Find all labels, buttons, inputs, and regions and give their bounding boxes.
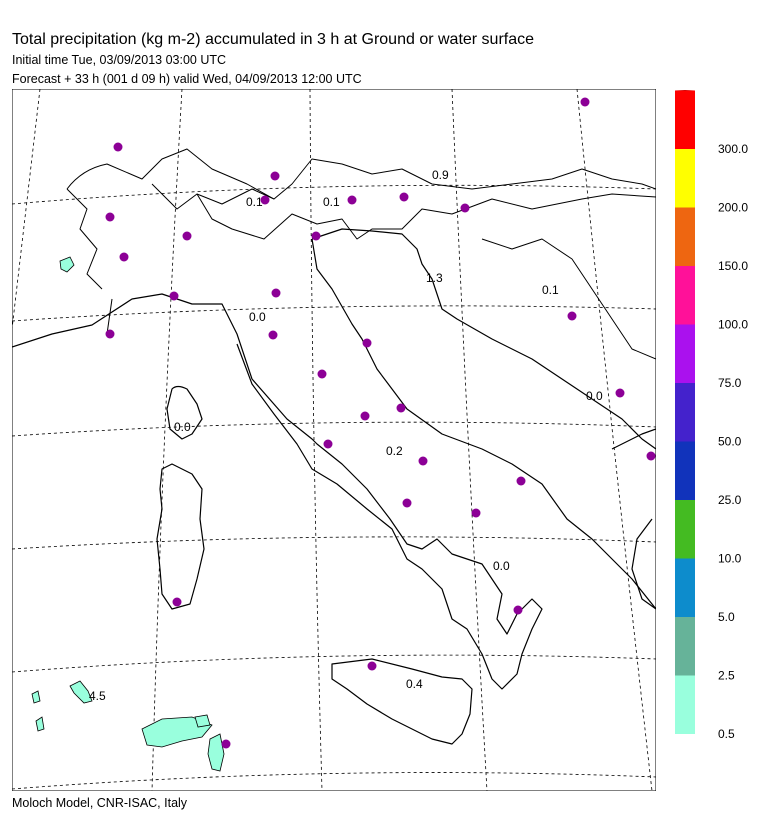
station-marker bbox=[114, 143, 123, 152]
legend-labels bbox=[718, 142, 748, 741]
legend-swatch bbox=[675, 325, 695, 384]
value-label: 0.1 bbox=[542, 283, 559, 297]
legend-label: 100.0 bbox=[718, 317, 749, 332]
legend-swatch bbox=[675, 559, 695, 618]
station-marker bbox=[120, 253, 129, 262]
legend-label: 150.0 bbox=[718, 259, 749, 273]
station-marker bbox=[368, 662, 377, 671]
value-label: 0.0 bbox=[174, 420, 191, 434]
legend-label: 25.0 bbox=[718, 493, 742, 507]
legend-swatch bbox=[675, 500, 695, 559]
legend-swatch bbox=[675, 617, 695, 676]
legend-overflow-arrow bbox=[675, 90, 695, 91]
station-marker bbox=[403, 499, 412, 508]
station-marker bbox=[461, 204, 470, 213]
station-marker bbox=[361, 412, 370, 421]
station-marker bbox=[581, 98, 590, 107]
legend-label: 300.0 bbox=[718, 142, 749, 156]
value-label: 0.9 bbox=[432, 168, 449, 182]
station-marker bbox=[318, 370, 327, 379]
value-label: 0.0 bbox=[493, 559, 510, 573]
legend-swatch bbox=[675, 149, 695, 208]
legend-swatch bbox=[675, 91, 695, 150]
value-label: 0.2 bbox=[386, 444, 403, 458]
station-marker bbox=[647, 452, 656, 461]
precipitation-map bbox=[12, 89, 656, 791]
legend-swatch bbox=[675, 208, 695, 267]
legend-label: 5.0 bbox=[718, 610, 735, 624]
value-label: 0.0 bbox=[586, 389, 603, 403]
legend-swatch bbox=[675, 442, 695, 501]
legend-label: 75.0 bbox=[718, 376, 742, 390]
initial-time: Initial time Tue, 03/09/2013 03:00 UTC bbox=[12, 53, 227, 67]
value-label: 4.5 bbox=[89, 689, 106, 703]
station-marker bbox=[183, 232, 192, 241]
chart-title: Total precipitation (kg m-2) accumulated in 3 h at Ground or water surface bbox=[12, 31, 535, 48]
station-marker bbox=[472, 509, 481, 518]
legend-swatch bbox=[675, 266, 695, 325]
legend-swatch bbox=[675, 383, 695, 442]
station-marker bbox=[397, 404, 406, 413]
value-label: 0.4 bbox=[406, 677, 423, 691]
station-marker bbox=[419, 457, 428, 466]
model-credit: Moloch Model, CNR-ISAC, Italy bbox=[12, 796, 188, 810]
legend-label: 50.0 bbox=[718, 434, 742, 449]
station-marker bbox=[514, 606, 523, 615]
legend-label: 2.5 bbox=[718, 668, 735, 683]
value-label: 0.1 bbox=[246, 195, 263, 209]
station-marker bbox=[324, 440, 333, 449]
station-marker bbox=[312, 232, 321, 241]
forecast-time: Forecast + 33 h (001 d 09 h) valid Wed, 04/09/2013 12:00 UTC bbox=[12, 72, 362, 86]
station-marker bbox=[272, 289, 281, 298]
station-marker bbox=[271, 172, 280, 181]
station-marker bbox=[173, 598, 182, 607]
legend-label: 10.0 bbox=[718, 551, 742, 566]
value-label: 0.0 bbox=[249, 310, 266, 324]
station-marker bbox=[348, 196, 357, 205]
legend-swatch bbox=[675, 676, 695, 735]
station-marker bbox=[363, 339, 372, 348]
legend-label: 0.5 bbox=[718, 727, 735, 741]
station-marker bbox=[106, 330, 115, 339]
color-legend bbox=[666, 86, 756, 746]
legend-scale bbox=[675, 90, 695, 734]
station-marker bbox=[400, 193, 409, 202]
station-marker bbox=[616, 389, 625, 398]
value-label: 0.1 bbox=[323, 195, 340, 209]
station-marker bbox=[517, 477, 526, 486]
station-marker bbox=[222, 740, 231, 749]
station-marker bbox=[106, 213, 115, 222]
value-label: 1.3 bbox=[426, 271, 443, 285]
legend-label: 200.0 bbox=[718, 200, 749, 215]
station-marker bbox=[170, 292, 179, 301]
station-marker bbox=[269, 331, 278, 340]
station-marker bbox=[568, 312, 577, 321]
